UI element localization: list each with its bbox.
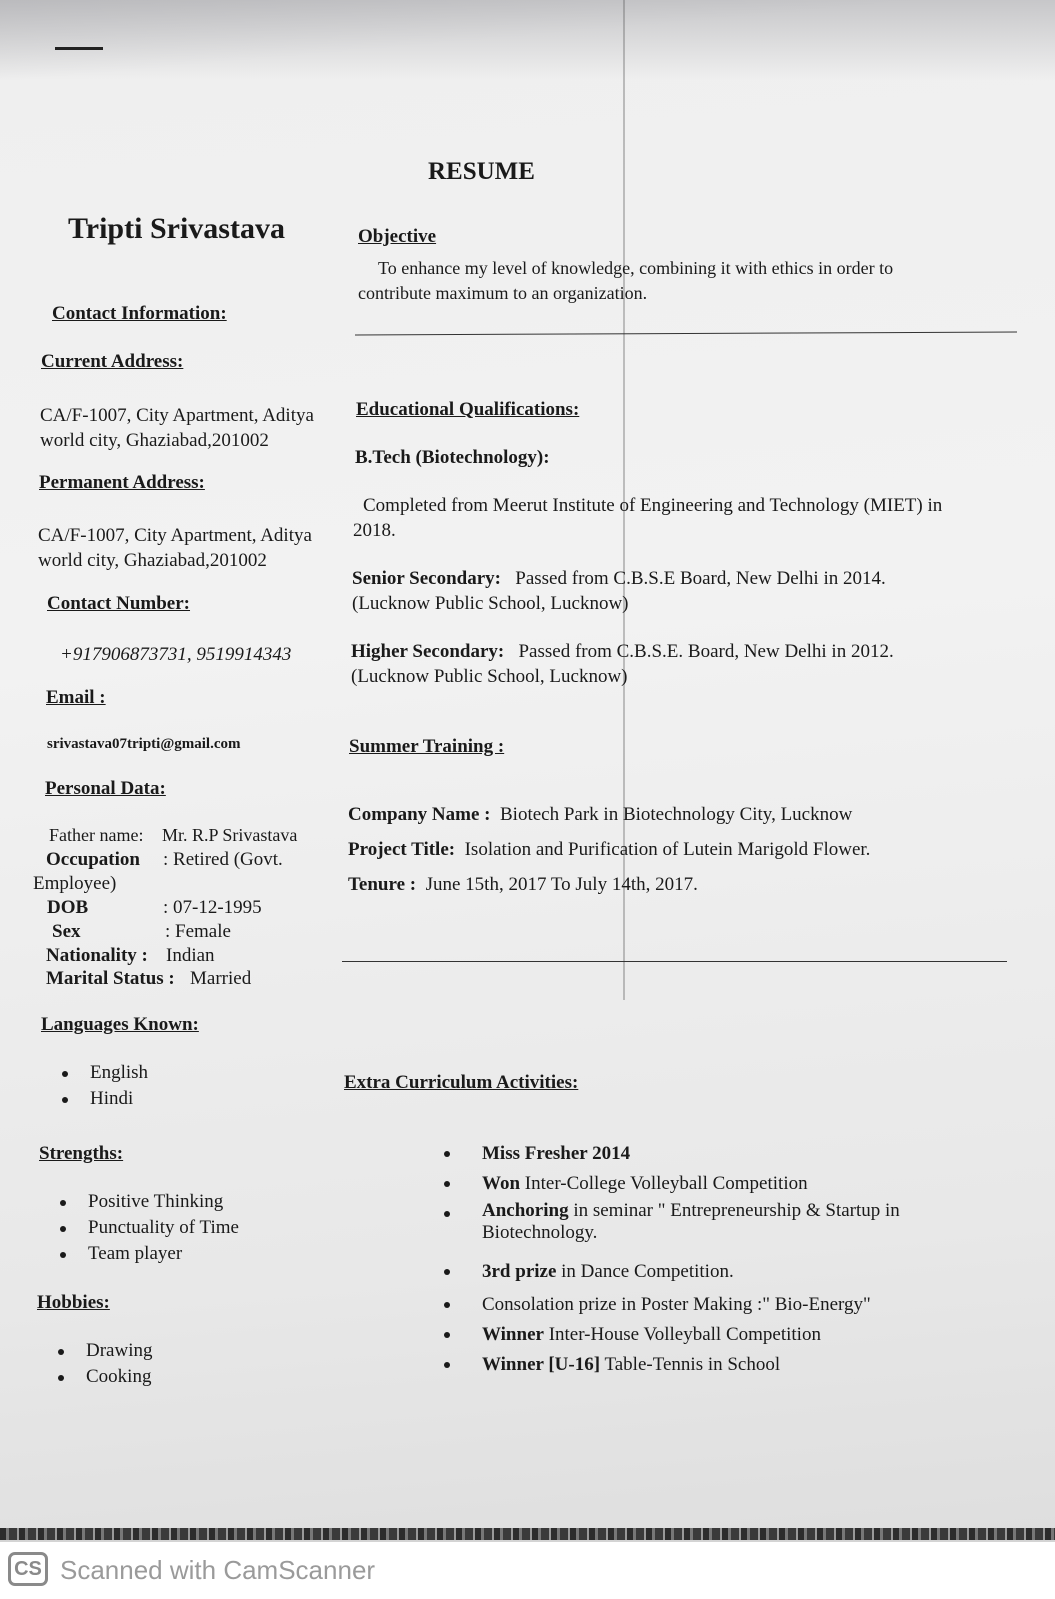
nationality-label: Nationality : bbox=[46, 945, 148, 966]
camscanner-text: Scanned with CamScanner bbox=[60, 1555, 376, 1585]
resume-title: RESUME bbox=[428, 158, 535, 185]
occupation-cont: Employee) bbox=[33, 873, 117, 894]
occupation-label: Occupation bbox=[46, 849, 140, 870]
email-address: srivastava07tripti@gmail.com bbox=[47, 736, 241, 752]
contact-info-heading: Contact Information: bbox=[52, 303, 227, 324]
list-item: English bbox=[58, 1060, 148, 1086]
training-heading: Summer Training : bbox=[349, 736, 505, 757]
list-item: Drawing bbox=[54, 1338, 152, 1364]
sex-label: Sex bbox=[52, 921, 81, 942]
list-item: Hindi bbox=[58, 1086, 148, 1112]
list-item: Won Inter-College Volleyball Competition bbox=[440, 1170, 960, 1197]
section-divider bbox=[355, 332, 1017, 336]
camscanner-logo-icon: CS bbox=[8, 1552, 48, 1586]
list-item: Positive Thinking bbox=[56, 1189, 239, 1215]
list-item: Anchoring in seminar " Entrepreneurship & Startup in Biotechnology. bbox=[440, 1200, 960, 1244]
occupation-value: : Retired (Govt. bbox=[163, 849, 283, 870]
hobbies-heading: Hobbies: bbox=[37, 1292, 110, 1313]
extra-curricular-heading: Extra Curriculum Activities: bbox=[344, 1072, 579, 1093]
candidate-name: Tripti Srivastava bbox=[68, 212, 285, 245]
languages-list bbox=[58, 1060, 148, 1112]
marital-value: Married bbox=[190, 968, 252, 989]
current-address: CA/F-1007, City Apartment, Aditya world city, Ghaziabad,201002 bbox=[40, 405, 314, 451]
dob-label: DOB bbox=[47, 897, 89, 918]
objective-text: To enhance my level of knowledge, combining it with ethics in order to contribute maximum to an organization. bbox=[358, 258, 894, 303]
personal-data-heading: Personal Data: bbox=[45, 778, 166, 799]
scan-shadow bbox=[0, 0, 1055, 80]
father-value: Mr. R.P Srivastava bbox=[162, 825, 298, 845]
list-item: Winner [U-16] Table-Tennis in School bbox=[440, 1351, 960, 1378]
current-address-heading: Current Address: bbox=[41, 351, 184, 372]
strengths-heading: Strengths: bbox=[39, 1143, 124, 1164]
marital-label: Marital Status : bbox=[46, 968, 175, 989]
list-item: Winner Inter-House Volleyball Competition bbox=[440, 1321, 960, 1348]
contact-number-heading: Contact Number: bbox=[47, 593, 191, 614]
list-item: Consolation prize in Poster Making :" Bio-Energy" bbox=[440, 1291, 960, 1318]
email-heading: Email : bbox=[46, 687, 106, 708]
languages-heading: Languages Known: bbox=[41, 1014, 199, 1035]
strengths-list bbox=[56, 1189, 239, 1267]
scan-edge bbox=[0, 1528, 1055, 1540]
objective-heading: Objective bbox=[358, 226, 437, 247]
personal-data bbox=[0, 823, 330, 1003]
dob-value: : 07-12-1995 bbox=[163, 897, 262, 918]
btech-text: Completed from Meerut Institute of Engineering and Technology (MIET) in 2018. bbox=[353, 495, 943, 541]
activities-list bbox=[440, 1140, 960, 1381]
list-item: Miss Fresher 2014 bbox=[440, 1140, 960, 1167]
senior-secondary: Senior Secondary: Passed from C.B.S.E Board, New Delhi in 2014. (Lucknow Public School, Lucknow) bbox=[352, 568, 886, 614]
camscanner-footer bbox=[0, 1542, 1055, 1599]
higher-secondary: Higher Secondary: Passed from C.B.S.E. Board, New Delhi in 2012. (Lucknow Public School, Lucknow) bbox=[351, 641, 894, 687]
contact-number: +917906873731, 9519914343 bbox=[60, 644, 292, 665]
nationality-value: Indian bbox=[166, 945, 215, 966]
father-label: Father name: bbox=[49, 825, 144, 845]
list-item: Team player bbox=[56, 1241, 239, 1267]
section-divider bbox=[342, 961, 1007, 962]
list-item: Punctuality of Time bbox=[56, 1215, 239, 1241]
sex-value: : Female bbox=[165, 921, 231, 942]
list-item: Cooking bbox=[54, 1364, 152, 1390]
permanent-address-heading: Permanent Address: bbox=[39, 472, 205, 493]
list-item: 3rd prize in Dance Competition. bbox=[440, 1258, 960, 1285]
hobbies-list bbox=[54, 1338, 152, 1390]
permanent-address: CA/F-1007, City Apartment, Aditya world city, Ghaziabad,201002 bbox=[38, 525, 312, 571]
pen-mark bbox=[55, 47, 103, 50]
btech-title: B.Tech (Biotechnology): bbox=[355, 447, 550, 468]
education-heading: Educational Qualifications: bbox=[356, 399, 580, 420]
training-details: Company Name : Biotech Park in Biotechnology City, Lucknow Project Title: Isolation and Purification of Lutein Marigold Flower. Tenure : June 15th, 2017 To July 14th, 2017. bbox=[348, 804, 871, 895]
